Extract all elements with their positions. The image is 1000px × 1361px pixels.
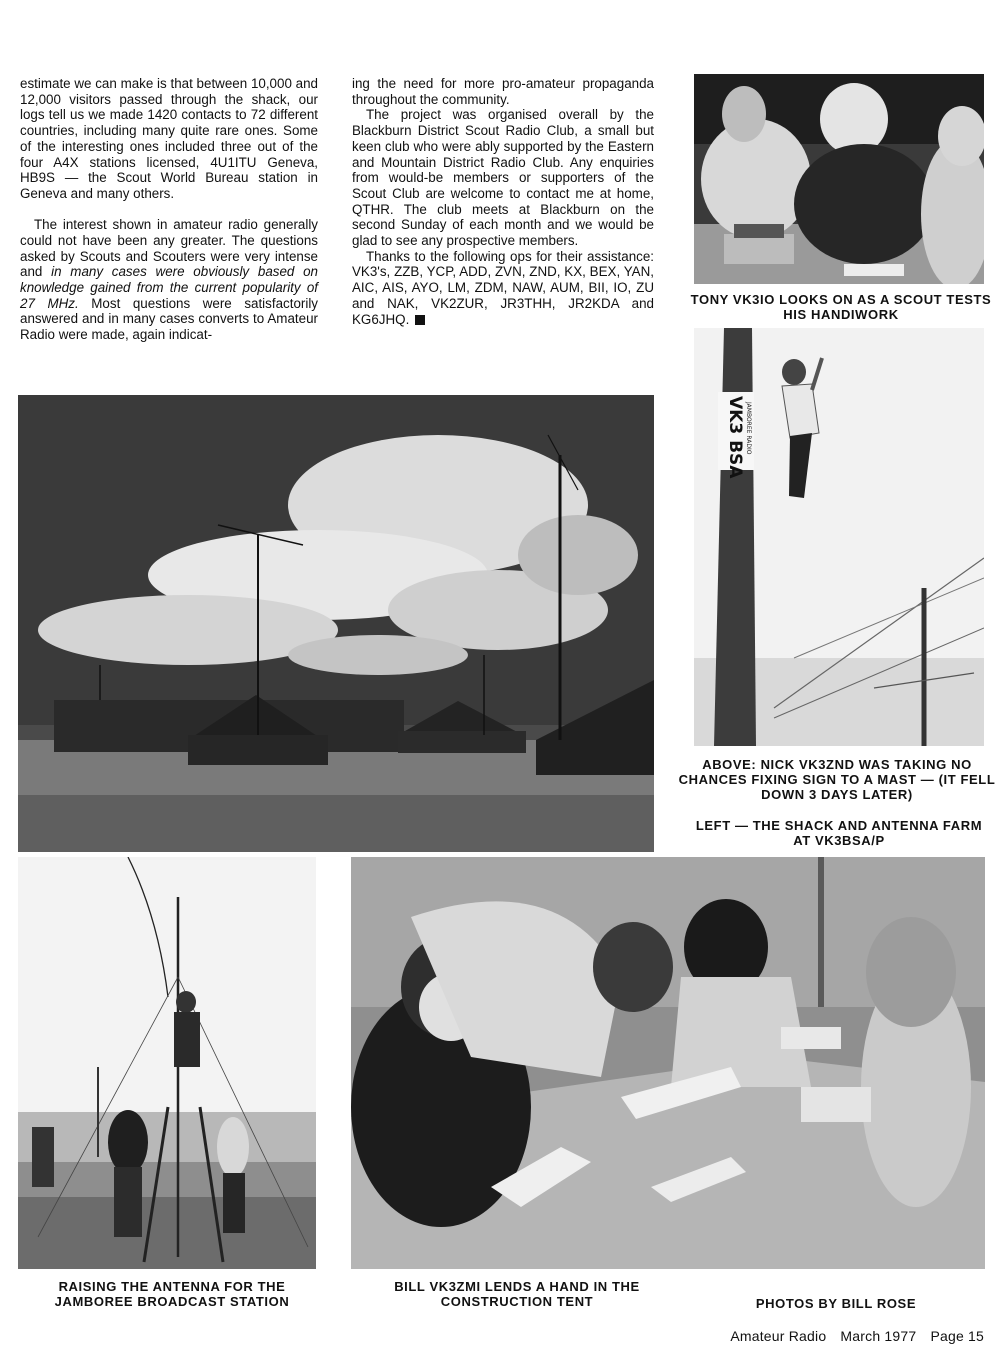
photo-tony-image: [694, 74, 984, 284]
paragraph-continuation: ing the need for more pro-amateur propaganda throughout the community.: [352, 76, 654, 107]
sign-callsign: VK3 BSA: [725, 396, 745, 479]
paragraph-interest: [20, 217, 318, 343]
caption-tony: TONY VK3IO LOOKS ON AS A SCOUT TESTS HIS HANDIWORK: [690, 292, 992, 322]
photo-shack-image: [18, 395, 654, 852]
paragraph-interest-italic: in many cases were obviously based on knowledge gained from the current popularity of 27 MHz.: [20, 264, 319, 311]
photo-raising-image: [18, 857, 316, 1269]
caption-nick: ABOVE: NICK VK3ZND WAS TAKING NO CHANCES FIXING SIGN TO A MAST — (IT FELL DOWN 3 DAYS LATER): [678, 757, 996, 802]
page-footer: [730, 1328, 984, 1344]
photo-nick-image: [694, 328, 984, 746]
paragraph-visitors: estimate we can make is that between 10,000 and 12,000 visitors passed through the shack, our logs tell us we made 1420 contacts to 72 different countries, including many quite rare ones. Some of the interesting ones included three out of the four A4X stations licensed, 4U1ITU Geneva, HB9S — the Scout World Bureau station in Geneva and many others.: [20, 76, 318, 201]
paragraph-interest-text-b: Most questions were satisfactorily answered and in many cases converts to Amateur Radio were made, again indicat-: [20, 295, 318, 343]
paragraph-thanks: [352, 249, 654, 328]
sign-subtitle: JAMBOREE RADIO: [745, 402, 752, 455]
article-column-2: [352, 76, 654, 327]
end-of-article-mark: [415, 315, 425, 325]
photo-tony-and-scout: [694, 74, 984, 284]
photo-credit: PHOTOS BY BILL ROSE: [755, 1296, 917, 1311]
photo-shack-antenna-farm: [18, 395, 654, 852]
photo-construction-image: [351, 857, 985, 1269]
paragraph-thanks-text: Thanks to the following ops for their assistance: VK3's, ZZB, YCP, ADD, ZVN, ZND, KX, BEX, YAN, AIC, AIS, AYO, LM, ZDM, NAW, AUM, BII, IO, ZU and NAK, VK2ZUR, JR3THH, JR2KDA and KG6JHQ.: [352, 248, 654, 327]
caption-shack: LEFT — THE SHACK AND ANTENNA FARM AT VK3BSA/P: [695, 818, 983, 848]
photo-raising-antenna: [18, 857, 316, 1269]
footer-date: March 1977: [840, 1328, 917, 1344]
paragraph-interest-text-a: The interest shown in amateur radio generally could not have been any greater. The questions asked by Scouts and Scouters were very intense and: [20, 217, 318, 280]
photo-construction-tent: [351, 857, 985, 1269]
caption-construction-tent: BILL VK3ZMI LENDS A HAND IN THE CONSTRUCTION TENT: [394, 1279, 640, 1309]
footer-page-number: Page 15: [930, 1328, 984, 1344]
article-column-1: [20, 76, 318, 343]
footer-magazine: Amateur Radio: [730, 1328, 827, 1344]
caption-raising-antenna: RAISING THE ANTENNA FOR THE JAMBOREE BROADCAST STATION: [54, 1279, 290, 1309]
photo-nick-on-mast: [694, 328, 984, 746]
paragraph-organisation: The project was organised overall by the Blackburn District Scout Radio Club, a small but keen club who were ably supported by the Eastern and Mountain District Radio Club. Any enquiries from would-be members or supporters of the Scout Club are welcome to contact me at home, QTHR. The club meets at Blackburn on the second Sunday of each month and we would be glad to see any prospective members.: [352, 107, 654, 249]
